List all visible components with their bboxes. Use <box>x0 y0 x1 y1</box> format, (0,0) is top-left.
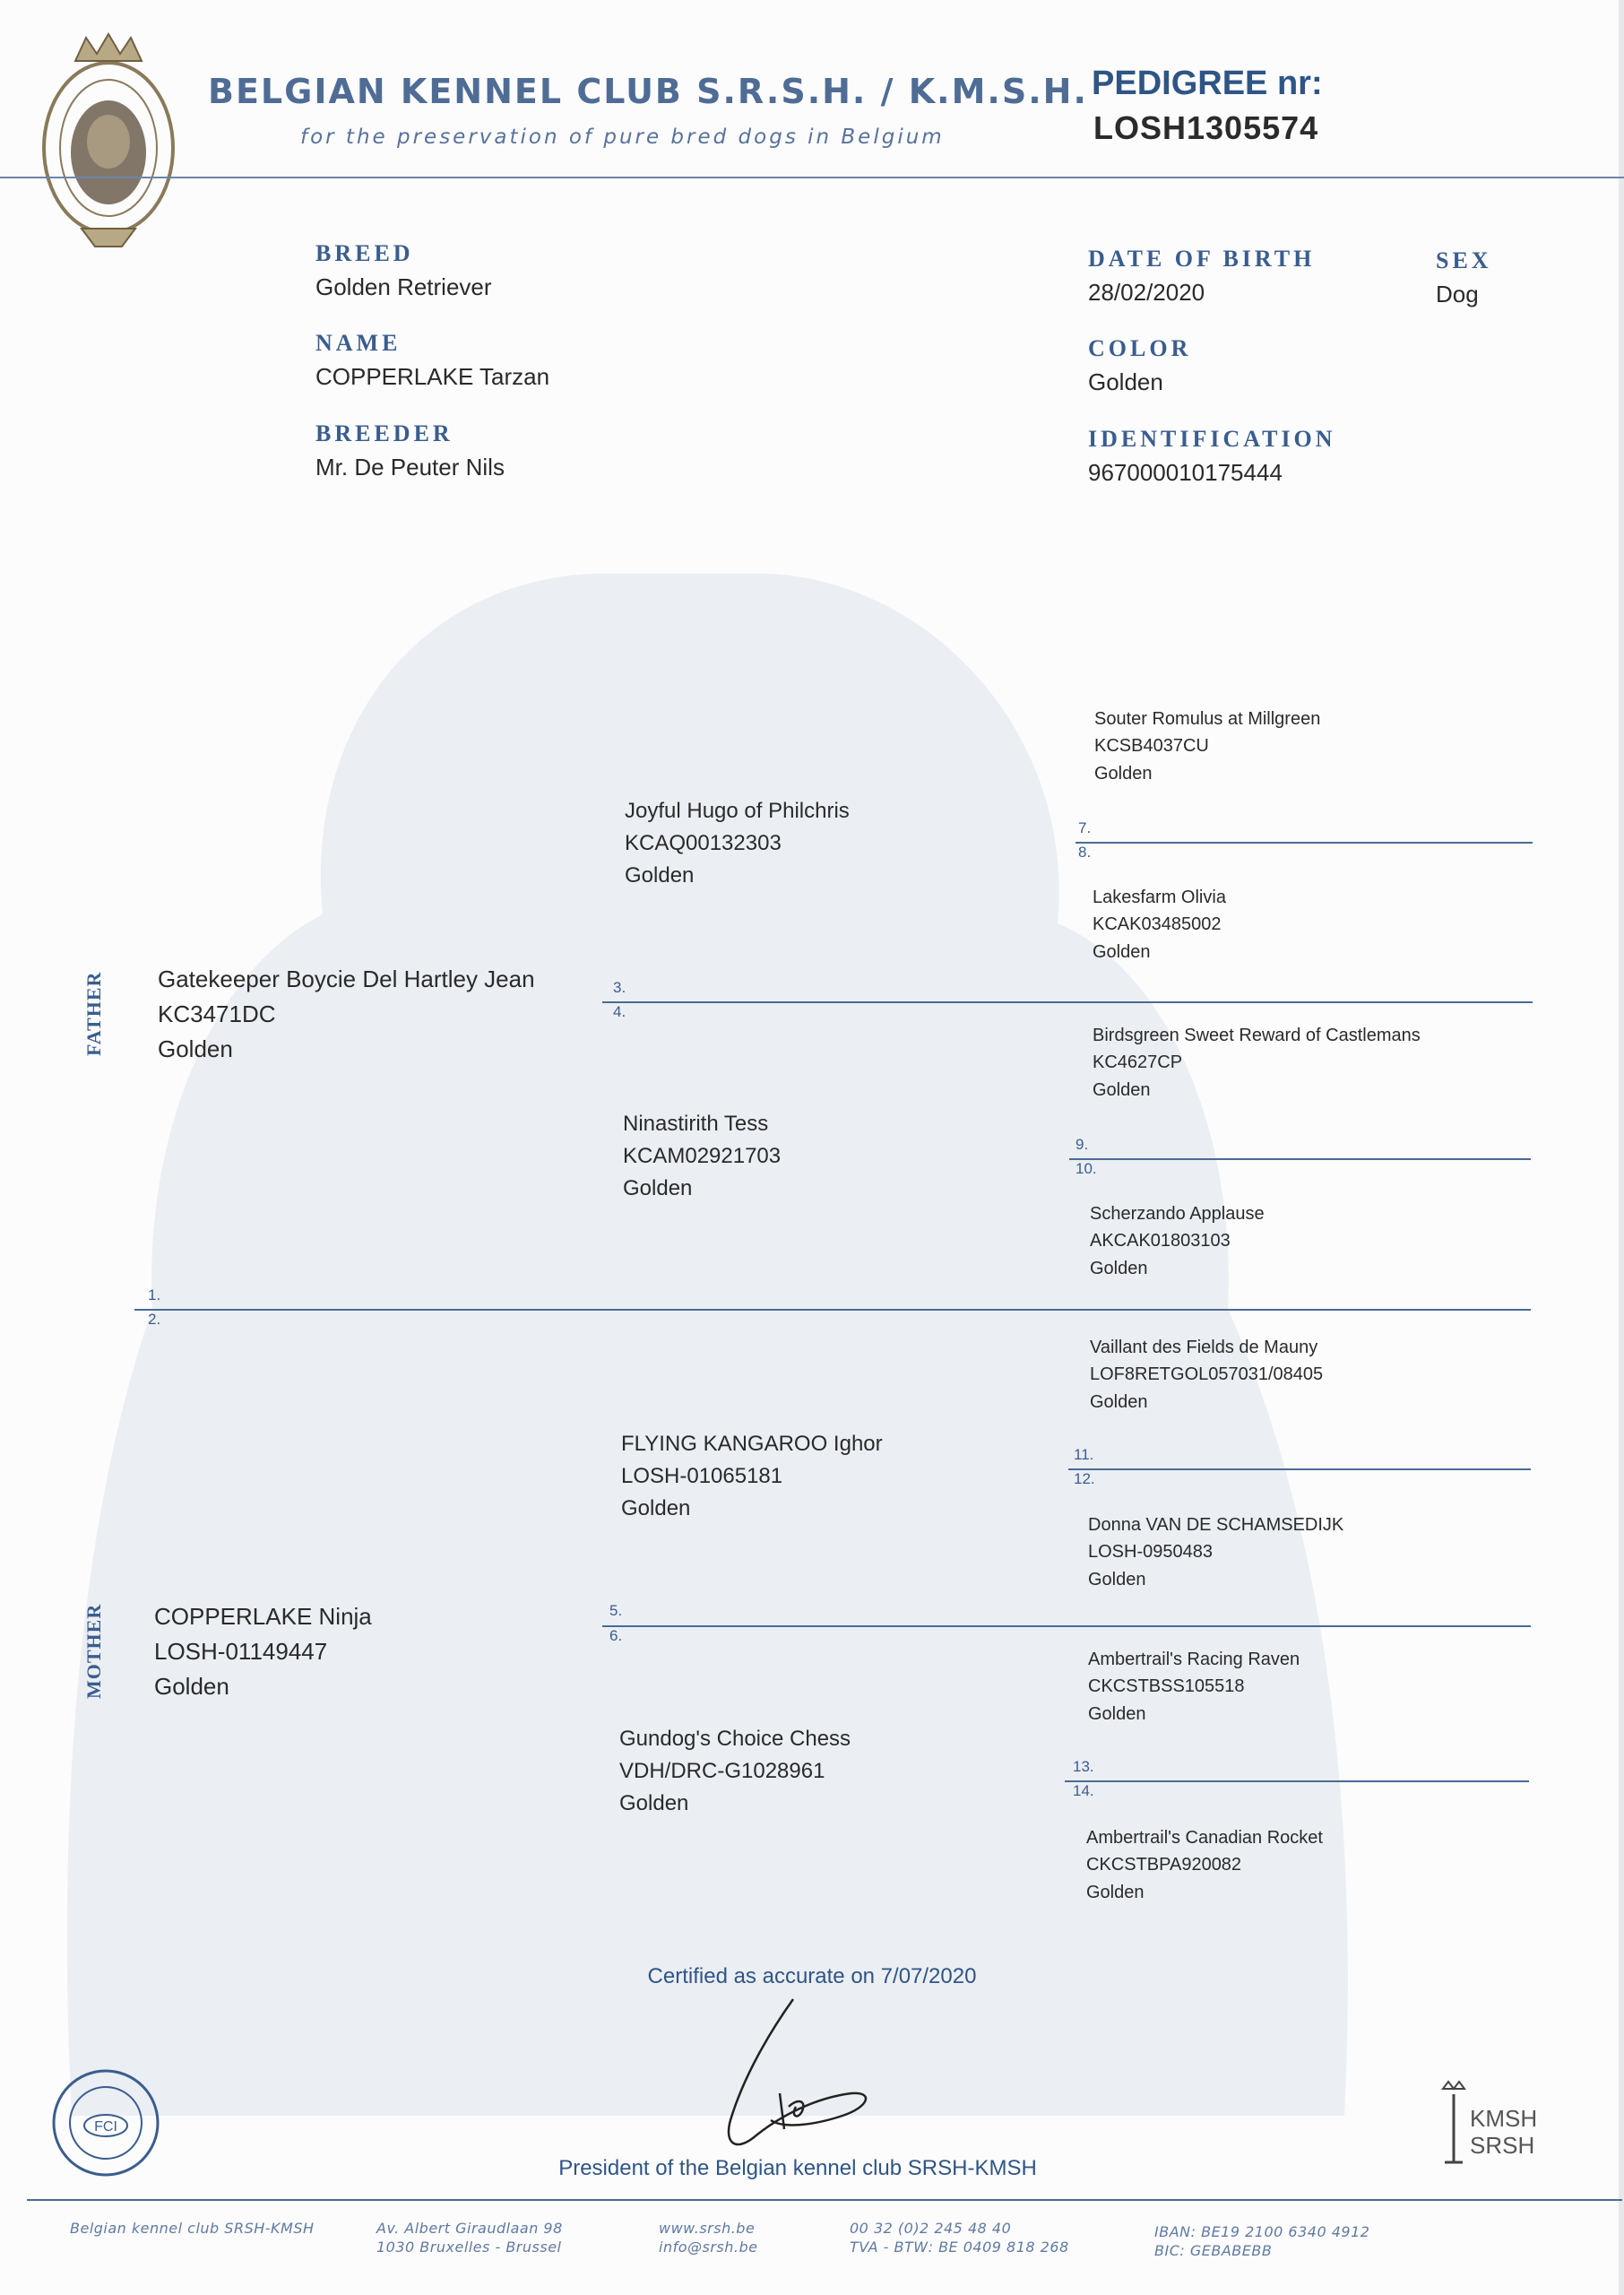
club-name: BELGIAN KENNEL CLUB S.R.S.H. / K.M.S.H. <box>208 72 1088 111</box>
line-9-10 <box>1069 1158 1531 1160</box>
dog-color: Golden <box>1086 1882 1145 1902</box>
dog-reg: KCSB4037CU <box>1094 736 1209 757</box>
ancestor-14 <box>1086 1824 1323 1906</box>
dog-reg: AKCAK01803103 <box>1090 1231 1231 1251</box>
ancestor-7 <box>1094 706 1320 787</box>
footer-bank <box>1154 2223 1369 2261</box>
footer-bic: BIC: GEBABEBB <box>1154 2241 1273 2259</box>
num-3: 3. <box>613 979 626 996</box>
club-tagline: for the preservation of pure bred dogs in Belgium <box>300 126 945 149</box>
name-label: NAME <box>315 330 402 356</box>
dog-name: FLYING KANGAROO Ighor <box>621 1432 883 1456</box>
paternal-grandmother-entry <box>623 1108 781 1205</box>
num-6: 6. <box>609 1627 623 1644</box>
dog-reg: LOF8RETGOL057031/08405 <box>1090 1364 1324 1385</box>
breed-label: BREED <box>315 240 414 266</box>
dob-label: DATE OF BIRTH <box>1088 246 1316 272</box>
name-value: COPPERLAKE Tarzan <box>315 363 550 390</box>
footer-website[interactable]: www.srsh.be <box>659 2220 756 2237</box>
dog-reg: KCAM02921703 <box>623 1144 782 1168</box>
num-13: 13. <box>1073 1758 1094 1775</box>
footer-address-line2: 1030 Bruxelles - Brussel <box>376 2238 562 2256</box>
president-caption: President of the Belgian kennel club SRSH-KMSH <box>558 2156 1037 2180</box>
dog-name: Lakesfarm Olivia <box>1093 888 1226 907</box>
footer-address <box>376 2220 563 2257</box>
sex-label: SEX <box>1436 247 1492 273</box>
father-entry <box>158 962 535 1067</box>
footer-vat: TVA - BTW: BE 0409 818 268 <box>850 2238 1069 2256</box>
maternal-grandmother-entry <box>619 1723 851 1820</box>
mother-reg: LOSH-01149447 <box>154 1638 328 1665</box>
footer-iban: IBAN: BE19 2100 6340 4912 <box>1154 2223 1370 2240</box>
num-4: 4. <box>613 1003 626 1020</box>
num-9: 9. <box>1075 1136 1089 1153</box>
fci-text: FCI <box>94 2119 117 2135</box>
dog-color: Golden <box>1088 1703 1146 1724</box>
dog-color: Golden <box>619 1791 689 1815</box>
dog-reg: CKCSTBSS105518 <box>1088 1676 1245 1697</box>
dog-name: Birdsgreen Sweet Reward of Castlemans <box>1093 1026 1421 1045</box>
breed-value: Golden Retriever <box>315 273 492 300</box>
dog-color: Golden <box>625 863 695 888</box>
certification-text: Certified as accurate on 7/07/2020 <box>647 1964 977 1988</box>
dog-name: Scherzando Applause <box>1090 1204 1265 1224</box>
ancestor-8 <box>1093 884 1226 966</box>
footer-phone-number: 00 32 (0)2 245 48 40 <box>850 2220 1012 2237</box>
dog-color: Golden <box>1090 1391 1148 1412</box>
dog-name: Donna VAN DE SCHAMSEDIJK <box>1088 1515 1344 1535</box>
dog-color: Golden <box>1093 941 1151 962</box>
svg-text:KMSH: KMSH <box>1470 2105 1538 2132</box>
footer-rule <box>27 2199 1622 2201</box>
ancestor-9 <box>1093 1022 1421 1104</box>
dog-name: Souter Romulus at Millgreen <box>1094 709 1321 729</box>
mother-name: COPPERLAKE Ninja <box>154 1603 372 1630</box>
mother-color: Golden <box>154 1673 229 1700</box>
father-name: Gatekeeper Boycie Del Hartley Jean <box>158 966 535 992</box>
mother-side-label: MOTHER <box>82 1603 105 1699</box>
father-side-label: FATHER <box>82 971 105 1056</box>
paternal-grandfather-entry <box>625 795 850 892</box>
color-label: COLOR <box>1088 335 1192 361</box>
pedigree-label: PEDIGREE nr: <box>1092 65 1323 102</box>
footer-address-line1: Av. Albert Giraudlaan 98 <box>376 2220 563 2237</box>
sex-value: Dog <box>1436 281 1479 307</box>
father-color: Golden <box>158 1035 233 1062</box>
svg-text:SRSH: SRSH <box>1470 2132 1535 2159</box>
dog-reg: VDH/DRC-G1028961 <box>619 1759 825 1783</box>
dog-reg: CKCSTBPA920082 <box>1086 1855 1242 1875</box>
num-12: 12. <box>1074 1470 1095 1487</box>
dog-color: Golden <box>1094 763 1153 784</box>
ancestor-10 <box>1090 1200 1265 1282</box>
dob-value: 28/02/2020 <box>1088 279 1205 306</box>
kmsh-mark <box>1425 2080 1542 2178</box>
dog-name: Vaillant des Fields de Mauny <box>1090 1338 1318 1357</box>
breeder-value: Mr. De Peuter Nils <box>315 454 505 481</box>
ancestor-12 <box>1088 1511 1343 1593</box>
footer-org <box>70 2220 315 2239</box>
identification-value: 967000010175444 <box>1088 459 1283 486</box>
dog-color: Golden <box>1093 1079 1151 1100</box>
num-8: 8. <box>1078 844 1092 861</box>
dog-reg: LOSH-0950483 <box>1088 1542 1213 1563</box>
line-3-4 <box>602 1001 1533 1003</box>
dog-color: Golden <box>1088 1569 1146 1589</box>
footer-org-text: Belgian kennel club SRSH-KMSH <box>70 2220 315 2237</box>
dog-name: Ninastirith Tess <box>623 1112 769 1136</box>
num-7: 7. <box>1078 819 1092 836</box>
dog-name: Ambertrail's Racing Raven <box>1088 1650 1300 1669</box>
identification-label: IDENTIFICATION <box>1088 426 1336 452</box>
maternal-grandfather-entry <box>621 1428 883 1525</box>
dog-color: Golden <box>1090 1258 1148 1278</box>
color-value: Golden <box>1088 368 1163 395</box>
dog-color: Golden <box>623 1176 693 1200</box>
num-1: 1. <box>148 1286 161 1303</box>
scan-edge <box>1619 0 1624 2295</box>
line-5-6 <box>602 1625 1531 1627</box>
line-11-12 <box>1068 1468 1531 1470</box>
ancestor-11 <box>1090 1334 1323 1416</box>
father-reg: KC3471DC <box>158 1000 276 1027</box>
footer-web <box>659 2220 757 2257</box>
line-7-8 <box>1075 842 1533 844</box>
srsh-kmsh-seal <box>32 27 185 251</box>
num-2: 2. <box>148 1311 161 1328</box>
dog-reg: KCAK03485002 <box>1093 914 1222 935</box>
dog-name: Ambertrail's Canadian Rocket <box>1086 1828 1323 1848</box>
num-5: 5. <box>609 1602 623 1619</box>
mother-entry <box>154 1599 372 1704</box>
ancestor-13 <box>1088 1646 1300 1728</box>
num-14: 14. <box>1073 1782 1094 1799</box>
dog-reg: KC4627CP <box>1093 1052 1183 1073</box>
header-rule <box>0 177 1624 178</box>
signature <box>717 1995 878 2156</box>
line-1-2 <box>134 1309 1531 1311</box>
dog-name: Joyful Hugo of Philchris <box>625 799 850 823</box>
fci-logo <box>49 2066 162 2179</box>
line-13-14 <box>1065 1780 1529 1782</box>
pedigree-number: LOSH1305574 <box>1093 109 1319 146</box>
footer-email[interactable]: info@srsh.be <box>659 2238 758 2256</box>
dog-color: Golden <box>621 1496 691 1520</box>
num-11: 11. <box>1074 1446 1094 1463</box>
footer-phone <box>850 2220 1069 2257</box>
dog-reg: KCAQ00132303 <box>625 831 782 855</box>
breeder-label: BREEDER <box>315 420 454 446</box>
dog-reg: LOSH-01065181 <box>621 1464 783 1488</box>
dog-name: Gundog's Choice Chess <box>619 1727 851 1751</box>
num-10: 10. <box>1075 1160 1097 1177</box>
